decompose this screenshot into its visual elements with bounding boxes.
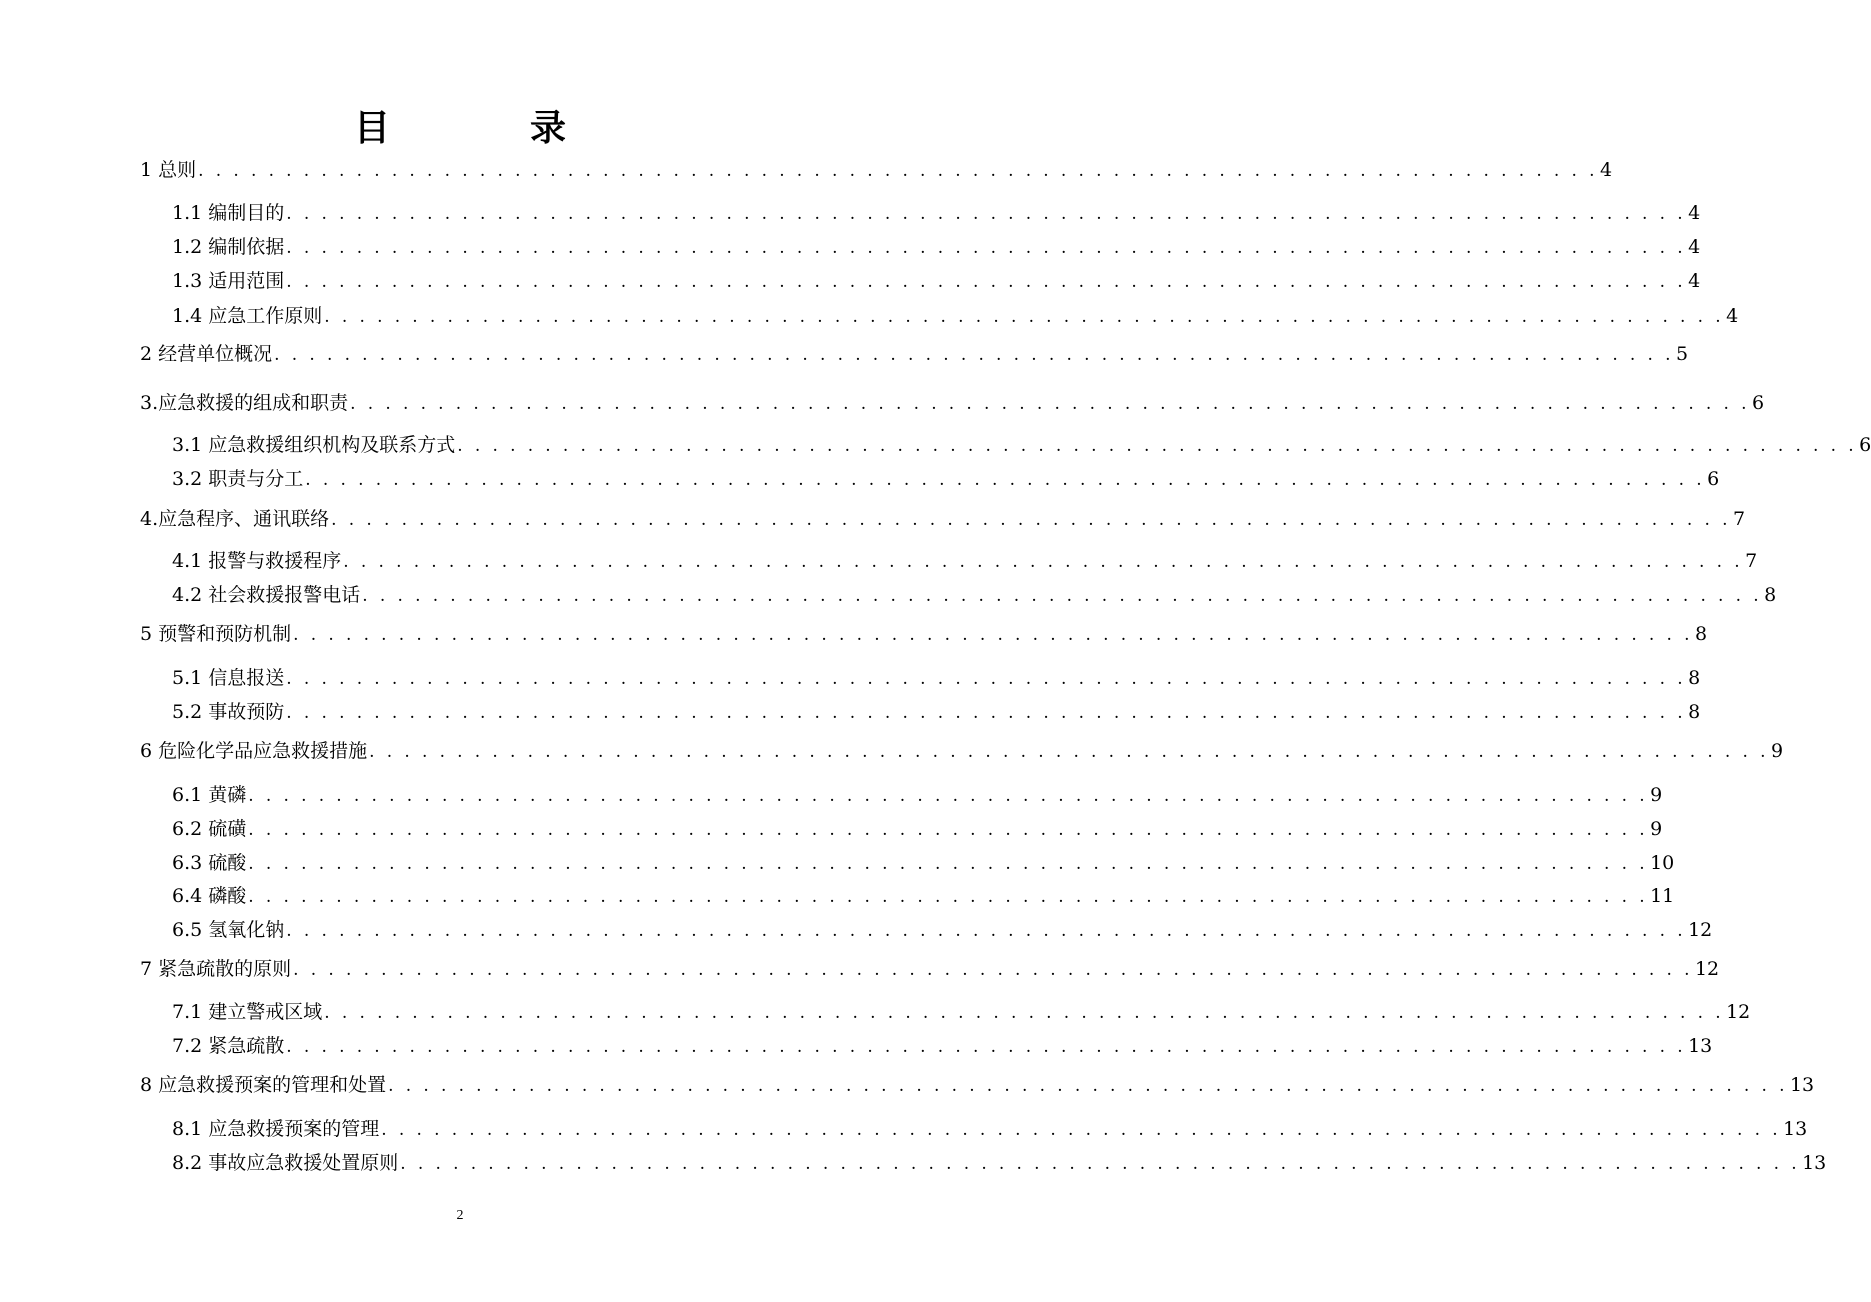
toc-entry[interactable]	[140, 622, 1708, 646]
toc-entry-page: 12	[1688, 919, 1713, 941]
toc-entry[interactable]	[172, 201, 1701, 225]
toc-entry-page: 12	[1694, 958, 1720, 980]
toc-entry-label: 7.1 建立警戒区域	[172, 1001, 323, 1023]
toc-entry-page: 12	[1726, 1001, 1751, 1023]
toc-entry-label: 4.2 社会救援报警电话	[172, 584, 361, 606]
toc-entry[interactable]	[172, 918, 1713, 942]
toc-dot-leader: . . . . . . . . . . . . . . . . . . . . . . . . . . . . . . . . . . . . . . . . . . . . . . . . . . . . . . . . . . . . . . . . . . . . . . . . . . . . . . . .	[248, 786, 1649, 806]
toc-dot-leader: . . . . . . . . . . . . . . . . . . . . . . . . . . . . . . . . . . . . . . . . . . . . . . . . . . . . . . . . . . . . . . . . . . . . . . . . . . . . . . . .	[286, 238, 1687, 258]
toc-entry[interactable]	[172, 666, 1701, 690]
toc-dot-leader: . . . . . . . . . . . . . . . . . . . . . . . . . . . . . . . . . . . . . . . . . . . . . . . . . . . . . . . . . . . . . . . . . . . . . . . . . . . . . . . .	[305, 470, 1706, 490]
toc-dot-leader: . . . . . . . . . . . . . . . . . . . . . . . . . . . . . . . . . . . . . . . . . . . . . . . . . . . . . . . . . . . . . . . . . . . . . . . . . . . . . . . .	[324, 1003, 1725, 1023]
toc-entry-page: 6	[1751, 392, 1765, 414]
toc-entry-label: 3.应急救援的组成和职责	[140, 392, 349, 414]
toc-entry[interactable]	[172, 583, 1777, 607]
toc-entry-label: 3.2 职责与分工	[172, 468, 304, 490]
toc-entry[interactable]	[172, 1117, 1808, 1141]
toc-dot-leader: . . . . . . . . . . . . . . . . . . . . . . . . . . . . . . . . . . . . . . . . . . . . . . . . . . . . . . . . . . . . . . . . . . . . . . . . . . . . . . . .	[457, 436, 1858, 456]
toc-entry[interactable]	[172, 235, 1701, 259]
toc-entry[interactable]	[172, 269, 1701, 293]
toc-entry-page: 7	[1732, 508, 1746, 530]
toc-entry-label: 1.4 应急工作原则	[172, 305, 323, 327]
toc-dot-leader: . . . . . . . . . . . . . . . . . . . . . . . . . . . . . . . . . . . . . . . . . . . . . . . . . . . . . . . . . . . . . . . . . . . . . . . . . . . . . . . .	[343, 552, 1744, 572]
toc-entry-page: 6	[1859, 434, 1871, 456]
toc-dot-leader: . . . . . . . . . . . . . . . . . . . . . . . . . . . . . . . . . . . . . . . . . . . . . . . . . . . . . . . . . . . . . . . . . . . . . . . . . . . . . . . .	[286, 1037, 1687, 1057]
toc-entry-label: 7.2 紧急疏散	[172, 1035, 285, 1057]
toc-entry[interactable]	[172, 433, 1871, 457]
toc-entry-label: 6 危险化学品应急救援措施	[140, 740, 368, 762]
toc-dot-leader: . . . . . . . . . . . . . . . . . . . . . . . . . . . . . . . . . . . . . . . . . . . . . . . . . . . . . . . . . . . . . . . . . . . . . . . . . . . . . . . .	[248, 820, 1649, 840]
toc-entry[interactable]	[140, 957, 1720, 981]
toc-entry-page: 10	[1650, 852, 1675, 874]
toc-entry-label: 7 紧急疏散的原则	[140, 958, 292, 980]
toc-entry-label: 6.3 硫酸	[172, 852, 247, 874]
toc-dot-leader: . . . . . . . . . . . . . . . . . . . . . . . . . . . . . . . . . . . . . . . . . . . . . . . . . . . . . . . . . . . . . . . . . . . . . . . . . . . . . . . .	[331, 510, 1731, 530]
toc-dot-leader: . . . . . . . . . . . . . . . . . . . . . . . . . . . . . . . . . . . . . . . . . . . . . . . . . . . . . . . . . . . . . . . . . . . . . . . . . . . . . . . .	[369, 742, 1769, 762]
toc-entry-label: 8 应急救援预案的管理和处置	[140, 1074, 387, 1096]
page-title: 目 录	[353, 107, 618, 149]
toc-entry[interactable]	[172, 1000, 1751, 1024]
toc-entry[interactable]	[172, 1034, 1713, 1058]
toc-entry[interactable]	[140, 507, 1746, 531]
page-number: 2	[456, 1208, 464, 1223]
toc-dot-leader: . . . . . . . . . . . . . . . . . . . . . . . . . . . . . . . . . . . . . . . . . . . . . . . . . . . . . . . . . . . . . . . . . . . . . . . . . . . . . . . .	[248, 887, 1649, 907]
toc-dot-leader: . . . . . . . . . . . . . . . . . . . . . . . . . . . . . . . . . . . . . . . . . . . . . . . . . . . . . . . . . . . . . . . . . . . . . . . . . . . . . . . .	[286, 703, 1687, 723]
toc-entry-page: 7	[1745, 550, 1758, 572]
toc-entry-page: 4	[1688, 236, 1701, 258]
toc-entry-label: 1.1 编制目的	[172, 202, 285, 224]
toc-entry-page: 9	[1650, 784, 1663, 806]
toc-dot-leader: . . . . . . . . . . . . . . . . . . . . . . . . . . . . . . . . . . . . . . . . . . . . . . . . . . . . . . . . . . . . . . . . . . . . . . . . . . . . . . . .	[286, 921, 1687, 941]
toc-entry-page: 4	[1688, 202, 1701, 224]
toc-entry-page: 11	[1650, 885, 1675, 907]
toc-entry-label: 6.5 氢氧化钠	[172, 919, 285, 941]
toc-dot-leader: . . . . . . . . . . . . . . . . . . . . . . . . . . . . . . . . . . . . . . . . . . . . . . . . . . . . . . . . . . . . . . . . . . . . . . . . . . . . . . . .	[293, 960, 1693, 980]
toc-entry[interactable]	[172, 304, 1739, 328]
toc-entry-label: 8.1 应急救援预案的管理	[172, 1118, 380, 1140]
toc-entry-page: 4	[1726, 305, 1739, 327]
toc-dot-leader: . . . . . . . . . . . . . . . . . . . . . . . . . . . . . . . . . . . . . . . . . . . . . . . . . . . . . . . . . . . . . . . . . . . . . . . . . . . . . . . .	[381, 1120, 1782, 1140]
toc-entry[interactable]	[172, 549, 1758, 573]
toc-dot-leader: . . . . . . . . . . . . . . . . . . . . . . . . . . . . . . . . . . . . . . . . . . . . . . . . . . . . . . . . . . . . . . . . . . . . . . . . . . . . . . . .	[362, 586, 1763, 606]
toc-entry[interactable]	[172, 783, 1663, 807]
toc-dot-leader: . . . . . . . . . . . . . . . . . . . . . . . . . . . . . . . . . . . . . . . . . . . . . . . . . . . . . . . . . . . . . . . . . . . . . . . . . . . . . . . .	[286, 669, 1687, 689]
toc-entry-label: 2 经营单位概况	[140, 343, 273, 365]
toc-dot-leader: . . . . . . . . . . . . . . . . . . . . . . . . . . . . . . . . . . . . . . . . . . . . . . . . . . . . . . . . . . . . . . . . . . . . . . . . . . . . . . . .	[286, 272, 1687, 292]
toc-entry-label: 1.2 编制依据	[172, 236, 285, 258]
toc-dot-leader: . . . . . . . . . . . . . . . . . . . . . . . . . . . . . . . . . . . . . . . . . . . . . . . . . . . . . . . . . . . . . . . . . . . . . . . . . . . . . . . .	[248, 854, 1649, 874]
toc-entry-page: 9	[1650, 818, 1663, 840]
toc-entry-page: 13	[1789, 1074, 1815, 1096]
toc-entry-page: 5	[1675, 343, 1689, 365]
toc-entry-page: 8	[1688, 701, 1701, 723]
toc-entry-label: 1 总则	[140, 159, 197, 181]
toc-entry-label: 5.2 事故预防	[172, 701, 285, 723]
toc-entry-page: 13	[1783, 1118, 1808, 1140]
toc-entry-page: 4	[1599, 159, 1613, 181]
toc-entry[interactable]	[140, 739, 1784, 763]
toc-entry-page: 8	[1764, 584, 1777, 606]
toc-entry-page: 9	[1770, 740, 1784, 762]
toc-entry[interactable]	[172, 817, 1663, 841]
toc-entry-label: 1.3 适用范围	[172, 270, 285, 292]
toc-dot-leader: . . . . . . . . . . . . . . . . . . . . . . . . . . . . . . . . . . . . . . . . . . . . . . . . . . . . . . . . . . . . . . . . . . . . . . . . . . . . . . . .	[286, 204, 1687, 224]
toc-entry[interactable]	[140, 158, 1613, 182]
toc-entry-page: 8	[1688, 667, 1701, 689]
toc-entry[interactable]	[140, 342, 1689, 366]
toc-entry-label: 4.应急程序、通讯联络	[140, 508, 330, 530]
toc-entry[interactable]	[140, 391, 1765, 415]
toc-entry-label: 6.1 黄磷	[172, 784, 247, 806]
toc-entry[interactable]	[172, 1151, 1827, 1175]
toc-dot-leader: . . . . . . . . . . . . . . . . . . . . . . . . . . . . . . . . . . . . . . . . . . . . . . . . . . . . . . . . . . . . . . . . . . . . . . . . . . . . . . . .	[198, 161, 1598, 181]
toc-dot-leader: . . . . . . . . . . . . . . . . . . . . . . . . . . . . . . . . . . . . . . . . . . . . . . . . . . . . . . . . . . . . . . . . . . . . . . . . . . . . . . . .	[293, 625, 1693, 645]
toc-entry-label: 5.1 信息报送	[172, 667, 285, 689]
toc-entry-label: 6.4 磷酸	[172, 885, 247, 907]
toc-entry-label: 5 预警和预防机制	[140, 623, 292, 645]
toc-entry-page: 13	[1688, 1035, 1713, 1057]
toc-dot-leader: . . . . . . . . . . . . . . . . . . . . . . . . . . . . . . . . . . . . . . . . . . . . . . . . . . . . . . . . . . . . . . . . . . . . . . . . . . . . . . . .	[350, 394, 1750, 414]
toc-dot-leader: . . . . . . . . . . . . . . . . . . . . . . . . . . . . . . . . . . . . . . . . . . . . . . . . . . . . . . . . . . . . . . . . . . . . . . . . . . . . . . . .	[400, 1154, 1801, 1174]
toc-entry-label: 4.1 报警与救援程序	[172, 550, 342, 572]
toc-entry-label: 8.2 事故应急救援处置原则	[172, 1152, 399, 1174]
toc-entry-page: 8	[1694, 623, 1708, 645]
toc-entry[interactable]	[172, 884, 1675, 908]
toc-entry[interactable]	[140, 1073, 1815, 1097]
toc-entry[interactable]	[172, 700, 1701, 724]
toc-entry-label: 6.2 硫磺	[172, 818, 247, 840]
toc-dot-leader: . . . . . . . . . . . . . . . . . . . . . . . . . . . . . . . . . . . . . . . . . . . . . . . . . . . . . . . . . . . . . . . . . . . . . . . . . . . . . . . .	[324, 307, 1725, 327]
toc-entry-page: 13	[1802, 1152, 1827, 1174]
toc-entry-page: 4	[1688, 270, 1701, 292]
toc-entry[interactable]	[172, 851, 1675, 875]
toc-entry-page: 6	[1707, 468, 1720, 490]
toc-dot-leader: . . . . . . . . . . . . . . . . . . . . . . . . . . . . . . . . . . . . . . . . . . . . . . . . . . . . . . . . . . . . . . . . . . . . . . . . . . . . . . . .	[388, 1076, 1788, 1096]
toc-entry[interactable]	[172, 467, 1720, 491]
toc-dot-leader: . . . . . . . . . . . . . . . . . . . . . . . . . . . . . . . . . . . . . . . . . . . . . . . . . . . . . . . . . . . . . . . . . . . . . . . . . . . . . . . .	[274, 345, 1674, 365]
toc-entry-label: 3.1 应急救援组织机构及联系方式	[172, 434, 456, 456]
